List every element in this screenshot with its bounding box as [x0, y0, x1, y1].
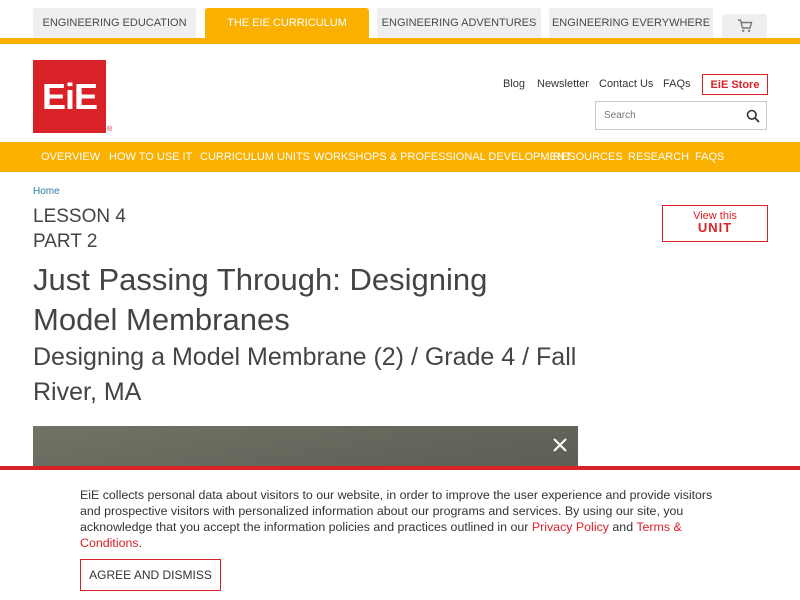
tab-engineering-education[interactable]: ENGINEERING EDUCATION [33, 8, 196, 38]
nav-faqs[interactable]: FAQS [695, 151, 725, 163]
view-unit-button[interactable] [662, 205, 768, 242]
terms-conditions-link[interactable]: Terms & Conditions [80, 520, 682, 550]
agree-dismiss-button[interactable]: AGREE AND DISMISS [80, 559, 221, 591]
header-accent-bar [0, 38, 800, 44]
cookie-text: EiE collects personal data about visitors to our website, in order to improve the user experience and provide visitors and prospective visitors with personalized information about our programs and services. By using our site, you acknowledge that you accept the information policies and practices outlined in our [80, 488, 713, 534]
search-box [595, 101, 767, 130]
nav-how-to-use-it[interactable]: HOW TO USE IT [109, 151, 193, 163]
lesson-number: LESSON 4 [33, 206, 126, 227]
registered-mark: ® [107, 126, 113, 133]
page-title: Just Passing Through: Designing Model Membranes [33, 262, 488, 337]
search-input[interactable] [604, 110, 744, 121]
eie-store-button[interactable]: EiE Store [702, 74, 768, 95]
main-navigation [0, 142, 800, 172]
view-unit-label: View this [693, 210, 737, 222]
contact-us-link[interactable]: Contact Us [599, 78, 654, 90]
tab-engineering-adventures[interactable]: ENGINEERING ADVENTURES [377, 8, 541, 38]
search-icon[interactable] [746, 109, 760, 123]
cookie-period: . [138, 536, 143, 550]
tab-eie-curriculum[interactable]: THE EIE CURRICULUM [205, 8, 369, 38]
nav-overview[interactable]: OVERVIEW [41, 151, 101, 163]
tab-engineering-everywhere[interactable]: ENGINEERING EVERYWHERE [549, 8, 713, 38]
breadcrumb-home[interactable]: Home [33, 186, 60, 197]
video-frame [33, 426, 578, 466]
unit-label: UNIT [697, 220, 733, 235]
privacy-policy-link[interactable]: Privacy Policy [531, 520, 609, 534]
nav-research[interactable]: RESEARCH [628, 151, 690, 163]
blog-link[interactable]: Blog [503, 78, 526, 90]
newsletter-link[interactable]: Newsletter [537, 78, 589, 90]
faqs-link[interactable]: FAQs [663, 78, 691, 90]
cookie-and-text: and [608, 520, 637, 534]
site-switcher-tabs [0, 0, 800, 44]
cookie-message [80, 487, 720, 551]
page-subtitle: Designing a Model Membrane (2) / Grade 4 / Fall River, MA [33, 343, 577, 406]
nav-workshops[interactable]: WORKSHOPS & PROFESSIONAL DEVELOPMENT [314, 151, 572, 163]
cookie-banner [0, 466, 800, 600]
part-number: PART 2 [33, 231, 98, 252]
nav-resources[interactable]: RESOURCES [553, 151, 623, 163]
cart-button[interactable] [722, 14, 767, 38]
eie-logo[interactable]: EiE [33, 60, 106, 133]
shopping-cart-icon [737, 19, 753, 33]
nav-curriculum-units[interactable]: CURRICULUM UNITS [200, 151, 310, 163]
close-icon[interactable] [549, 434, 571, 456]
